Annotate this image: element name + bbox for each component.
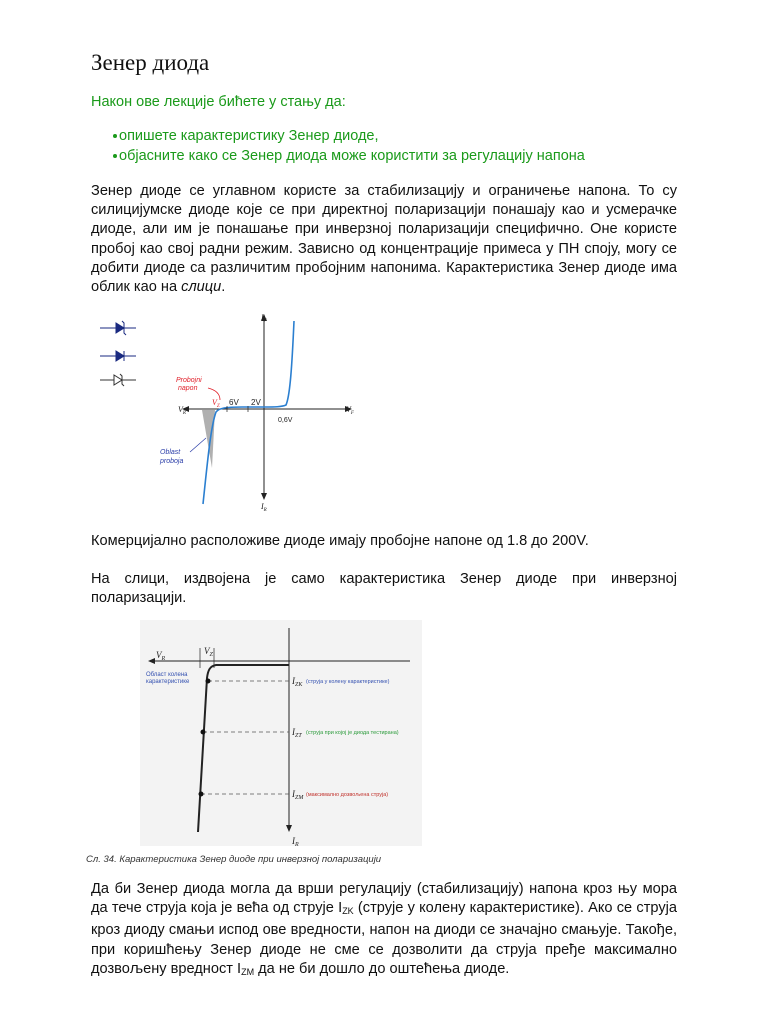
- goal-text: објасните како се Зенер диода може користити за регулацију напона: [119, 148, 585, 164]
- voltage-6v-label: 6V: [229, 398, 239, 407]
- goal-text: опишете карактеристику Зенер диоде,: [119, 128, 379, 144]
- lesson-intro: Након ове лекције бићете у стању да:: [91, 94, 346, 110]
- breakdown-region-label: proboja: [160, 458, 184, 465]
- paragraph-reverse-bias: На слици, издвојена је само карактеристика Зенер диоде при инверзној поларизацији.: [91, 571, 677, 607]
- axis-label-vr: $V_R$: [178, 405, 186, 416]
- knee-region-label: Област колена: [146, 672, 188, 678]
- paragraph-breakdown-range: Комерцијално расположиве диоде имају пробојне напоне од 1.8 до 200V.: [91, 533, 589, 549]
- izm-point: [199, 792, 204, 797]
- paragraph-text: Да би Зенер диода могла да врши регулацију (стабилизацију) напона кроз њу мора да тече струја која је већа од струје I: [91, 881, 677, 917]
- izt-label: $I_{ZT}$: [292, 727, 302, 739]
- axis-label-ir: $I_R$: [261, 502, 267, 513]
- paragraph-text: (струје у колену карактеристике). Ако се струја кроз диоду смањи испод ове вредности, напон на диоди се значајно смањује. Такође, при коришћењу Зенер диоде не сме се дозволити да струја пређе максимално дозвољену вредност I: [91, 900, 677, 977]
- izk-note: (струја у колену карактеристике): [306, 679, 390, 685]
- subscript-zm: ZM: [241, 966, 255, 977]
- figure-reference: слици: [181, 279, 222, 296]
- characteristic-curve: [203, 321, 294, 504]
- izm-note: (максимално дозвољена струја): [306, 792, 389, 798]
- izk-label: $I_{ZK}$: [292, 676, 303, 688]
- paragraph-regulation: [91, 880, 677, 982]
- voltage-2v-label: 2V: [251, 398, 261, 407]
- izt-point: [201, 730, 206, 735]
- page-title: Зенер диода: [91, 50, 210, 75]
- vz-label: $V_Z$: [212, 398, 220, 409]
- voltage-06v-label: 0,6V: [278, 417, 293, 424]
- zener-characteristic-figure: [92, 306, 372, 516]
- paragraph-intro: [91, 182, 677, 297]
- ir-label: $I_R$: [292, 836, 299, 848]
- paragraph-end: .: [221, 279, 226, 296]
- zener-outline-icon: [100, 374, 136, 386]
- izt-note: (струја при којој је диода тестирана): [306, 730, 399, 736]
- zener-symbol-icon: [100, 321, 136, 335]
- goal-item: [91, 126, 585, 146]
- axis-label-vf: $V_F$: [346, 405, 354, 416]
- subscript-zk: ZK: [342, 906, 354, 917]
- figure-caption: Сл. 34. Карактеристика Зенер диоде при инверзној поларизацији: [86, 854, 382, 865]
- breakdown-voltage-label: napon: [178, 385, 198, 392]
- vz-label: $V_Z$: [204, 646, 213, 658]
- breakdown-voltage-label: Probojni: [176, 377, 202, 384]
- bullet-icon: [113, 154, 117, 158]
- knee-region-label: карактеристике: [146, 679, 190, 685]
- arrow-down-icon: [261, 493, 267, 500]
- region-pointer-icon: [190, 438, 206, 452]
- paragraph-text: Зенер диоде се углавном користе за стабилизацију и ограничење напона. То су силицијумске диоде које се при директној поларизацији понашају као и усмерачке диоде, али им је понашање при инверзној поларизацији специфично. Оне користе пробој као свој радни режим. Зависно од концентрације примеса у ПН споју, могу се добити диоде са различитим пробојним напонима. Карактеристика Зенер диоде има облик као на: [91, 183, 677, 296]
- bullet-icon: [113, 134, 117, 138]
- diode-symbol-icon: [100, 351, 136, 361]
- reverse-characteristic-figure: [86, 620, 460, 868]
- vr-label: $V_R$: [156, 650, 166, 662]
- axis-label-if: $I_F$: [261, 313, 267, 324]
- izm-label: $I_{ZM}$: [292, 789, 304, 801]
- izk-point: [206, 679, 211, 684]
- goal-item: [91, 146, 585, 166]
- goals-list: [91, 126, 585, 166]
- paragraph-text: да не би дошло до оштећења диоде.: [254, 960, 510, 977]
- breakdown-region-label: Oblast: [160, 449, 181, 456]
